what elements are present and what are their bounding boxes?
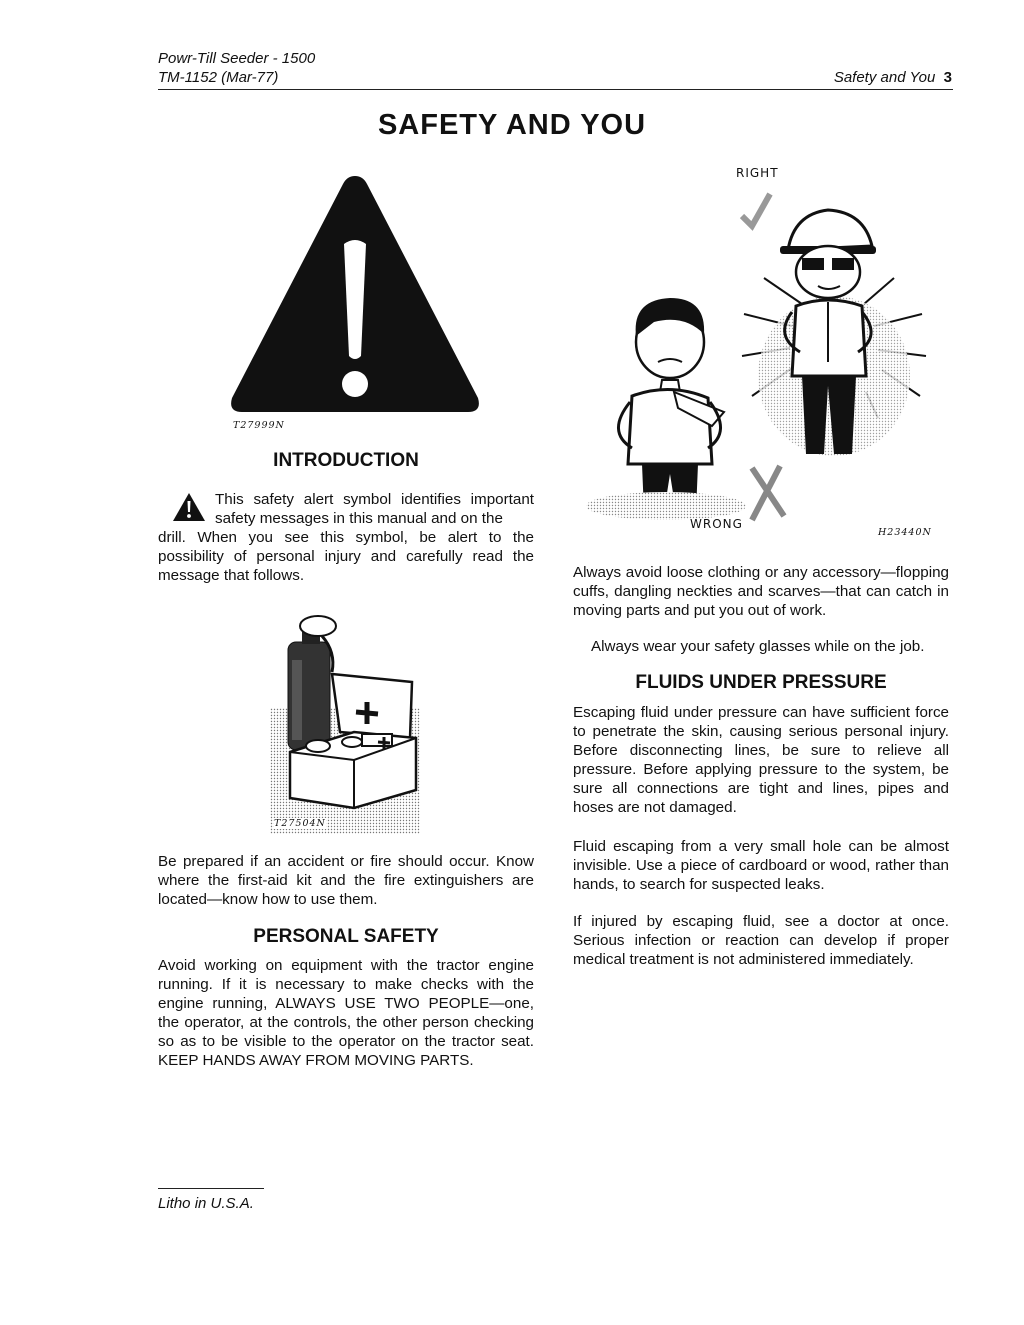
figure-code-alert: T27999N: [233, 420, 285, 431]
fluids-paragraph-3: If injured by escaping fluid, see a doctor at once. Serious infection or reaction can develop if proper medical treatment is not administered immediately.: [573, 913, 949, 968]
fluids-heading: FLUIDS UNDER PRESSURE: [635, 672, 887, 693]
footer-rule: [158, 1188, 264, 1189]
fluids-paragraph-2: Fluid escaping from a very small hole can be almost invisible. Use a piece of cardboard or wood, rather than hands, to search for suspected leaks.: [573, 838, 949, 893]
header-product: Powr-Till Seeder - 1500: [158, 50, 316, 67]
right-wrong-illustration: [566, 186, 956, 526]
be-prepared-text: Be prepared if an accident or fire should occur. Know where the first-aid kit and the fire extinguishers are located—know how to use them.: [158, 853, 534, 908]
small-warning-triangle-icon: [172, 492, 206, 522]
header-section-title: Safety and You: [833, 69, 936, 86]
page-title: SAFETY AND YOU: [377, 109, 647, 141]
clothing-text: Always avoid loose clothing or any accessory—flopping cuffs, dangling neckties and scarves—that can catch in moving parts and put you out of work.: [573, 564, 949, 619]
introduction-heading: INTRODUCTION: [273, 450, 419, 471]
label-wrong: WRONG: [690, 517, 743, 531]
personal-safety-heading: PERSONAL SAFETY: [253, 926, 439, 947]
header-rule: [158, 89, 953, 90]
glasses-text: Always wear your safety glasses while on the job.: [591, 638, 925, 655]
label-right: RIGHT: [736, 166, 779, 180]
warning-triangle-icon: [226, 172, 484, 418]
figure-code-right-wrong: H23440N: [878, 527, 932, 538]
figure-code-first-aid: T27504N: [274, 818, 326, 829]
page-number: 3: [943, 69, 952, 86]
footer-text: Litho in U.S.A.: [158, 1195, 254, 1212]
first-aid-kit-icon: [270, 612, 420, 834]
header-manual: TM-1152 (Mar-77): [158, 69, 279, 86]
personal-safety-text: Avoid working on equipment with the tractor engine running. If it is necessary to make checks with the engine running, ALWAYS USE TWO PEOPLE—one, the operator, at the controls, the other person checking so as to be visible to the operator on the tractor seat. KEEP HANDS AWAY FROM MOVING PARTS.: [158, 957, 534, 1069]
introduction-text-first: This safety alert symbol identifies important safety messages in this manual and on the: [215, 491, 534, 527]
fluids-paragraph-1: Escaping fluid under pressure can have sufficient force to penetrate the skin, causing serious personal injury. Before disconnecting lines, be sure to relieve all pressure. Before applying pressure to the system, be sure all connections are tight and lines, pipes and hoses are not damaged.: [573, 704, 949, 816]
header-section: [812, 68, 952, 88]
introduction-text-rest: drill. When you see this symbol, be alert to the possibility of personal injury and carefully read the message that follows.: [158, 529, 534, 584]
